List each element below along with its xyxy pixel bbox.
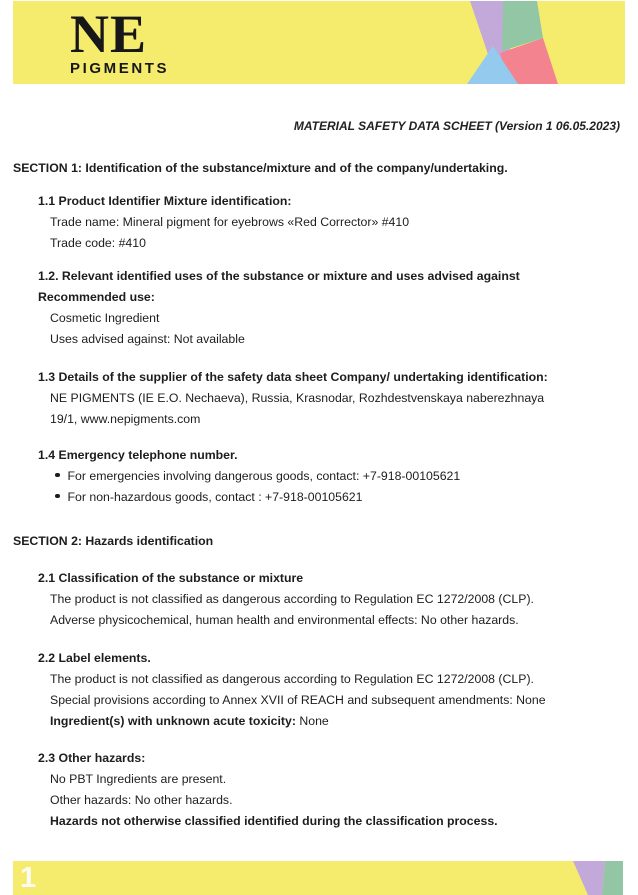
recommended-use-line: Cosmetic Ingredient <box>50 311 160 325</box>
section-1-4-heading: 1.4 Emergency telephone number. <box>38 448 238 462</box>
section-1-1-heading: 1.1 Product Identifier Mixture identification: <box>38 194 292 208</box>
trade-name-line: Trade name: Mineral pigment for eyebrows «Red Corrector» #410 <box>50 215 410 229</box>
section-1-4 <box>38 445 620 508</box>
bullet-icon <box>55 473 60 478</box>
supplier-line-1: NE PIGMENTS (IE E.O. Nechaeva), Russia, Krasnodar, Rozhdestvenskaya naberezhnaya <box>50 391 545 405</box>
emergency-bullet-1 <box>55 466 620 487</box>
toxicity-label: Ingredient(s) with unknown acute toxicity: <box>50 714 296 728</box>
trade-code-line: Trade code: #410 <box>50 236 146 250</box>
section-1-3-heading: 1.3 Details of the supplier of the safety data sheet Company/ undertaking identification: <box>38 370 548 384</box>
emergency-bullet-2-text: For non-hazardous goods, contact : +7-918-00105621 <box>67 490 363 504</box>
pbt-line: No PBT Ingredients are present. <box>50 772 227 786</box>
footer-decor-shapes <box>563 861 623 895</box>
emergency-bullet-2 <box>55 487 620 508</box>
section-2-3 <box>38 748 620 832</box>
label-elements-line-2: Special provisions according to Annex XVII of REACH and subsequent amendments: None <box>50 693 546 707</box>
classification-line-1: The product is not classified as dangerous according to Regulation EC 1272/2008 (CLP). <box>50 592 534 606</box>
section-1-2-heading-line1: 1.2. Relevant identified uses of the substance or mixture and uses advised against <box>38 269 520 283</box>
bullet-icon <box>55 494 60 499</box>
footer-shape-green <box>602 861 623 895</box>
toxicity-value: None <box>295 714 329 728</box>
section-1-3 <box>38 367 620 430</box>
header-band <box>13 1 625 84</box>
hazards-classification-line: Hazards not otherwise classified identified during the classification process. <box>50 814 498 828</box>
section-2-3-heading: 2.3 Other hazards: <box>38 751 146 765</box>
page-number: 1 <box>20 862 37 894</box>
section-2-2-heading: 2.2 Label elements. <box>38 651 151 665</box>
footer-band <box>13 861 623 895</box>
document-title: MATERIAL SAFETY DATA SCHEET (Version 1 06.05.2023) <box>293 119 620 133</box>
footer-shape-purple <box>573 861 605 895</box>
section-1-2-heading-line2: Recommended use: <box>38 290 155 304</box>
classification-line-2: Adverse physicochemical, human health and environmental effects: No other hazards. <box>50 613 519 627</box>
brand-name-bottom: PIGMENTS <box>70 60 170 77</box>
supplier-line-2: 19/1, www.nepigments.com <box>50 412 201 426</box>
uses-advised-line: Uses advised against: Not available <box>50 332 245 346</box>
section-1-heading: SECTION 1: Identification of the substance/mixture and of the company/undertaking. <box>13 161 508 175</box>
section-2-1 <box>38 568 620 631</box>
other-hazards-line: Other hazards: No other hazards. <box>50 793 233 807</box>
brand-logo <box>70 4 170 77</box>
brand-name-top: NE <box>70 4 148 64</box>
emergency-bullet-1-text: For emergencies involving dangerous goods, contact: +7-918-00105621 <box>67 469 461 483</box>
section-2-1-heading: 2.1 Classification of the substance or mixture <box>38 571 304 585</box>
section-1-1 <box>38 191 620 254</box>
section-2-heading: SECTION 2: Hazards identification <box>13 534 214 548</box>
document-content <box>0 84 638 832</box>
toxicity-line <box>50 711 620 732</box>
header-decor-shapes <box>425 1 625 84</box>
section-1-2 <box>38 266 620 350</box>
label-elements-line-1: The product is not classified as dangerous according to Regulation EC 1272/2008 (CLP). <box>50 672 534 686</box>
section-2-2 <box>38 648 620 732</box>
